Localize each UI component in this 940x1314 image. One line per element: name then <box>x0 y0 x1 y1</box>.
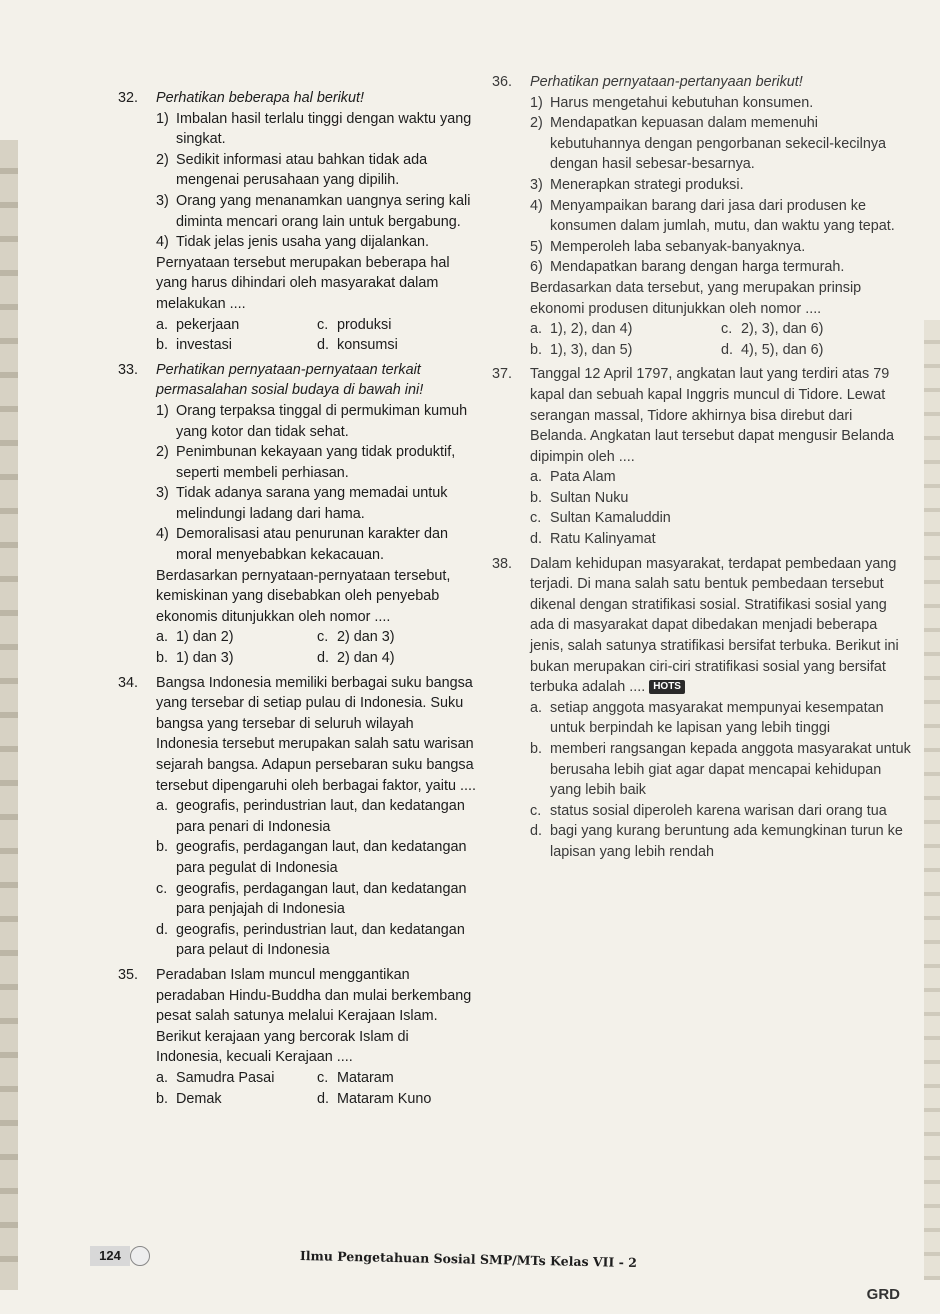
option-c[interactable]: c. produksi <box>317 316 392 333</box>
statement-list <box>156 109 478 253</box>
question-number: 37. <box>492 366 513 383</box>
option-b[interactable]: b. Demak <box>156 1090 222 1107</box>
option-a[interactable]: a. Samudra Pasai <box>156 1069 275 1086</box>
option-d[interactable]: d. konsumsi <box>317 337 398 354</box>
question-stem: Perhatikan beberapa hal berikut! <box>156 90 365 106</box>
statement-item: 6) Mendapatkan barang dengan harga termurah. <box>530 259 845 276</box>
option-c[interactable]: c. 2) dan 3) <box>317 629 395 646</box>
option-d[interactable]: d. 2) dan 4) <box>317 650 395 667</box>
question-prompt: Berdasarkan pernyataan-pernyataan tersebut, kemiskinan yang disebabkan oleh penyebab ekonomis ditunjukkan oleh nomor .... <box>156 567 451 625</box>
question-text: Peradaban Islam muncul menggantikan peradaban Hindu-Buddha dan mulai berkembang pesat salah satunya melalui Kerajaan Islam. Berikut kerajaan yang bercorak Islam di Indonesia, kecuali Kerajaan .... <box>156 966 472 1066</box>
question-34 <box>118 673 478 961</box>
statement-list <box>530 93 912 278</box>
question-text: Dalam kehidupan masyarakat, terdapat pembedaan yang terjadi. Di mana salah satu bentuk pembedaan tersebut dikenal dengan stratifikasi sosial. Stratifikasi sosial yang ada di masyarakat dapat dibedakan menjadi beberapa jenis, salah satunya stratifikasi bersifat terbuka. Berikut ini bukan merupakan ciri-ciri stratifikasi sosial yang bersifat terbuka adalah .... HOTS <box>530 555 899 696</box>
option-a[interactable]: a. pekerjaan <box>156 316 240 333</box>
question-prompt: Berdasarkan data tersebut, yang merupakan prinsip ekonomi produsen ditunjukkan oleh nomor .... <box>530 279 862 317</box>
question-stem: Perhatikan pernyataan-pernyataan terkait permasalahan sosial budaya di bawah ini! <box>156 361 424 399</box>
option-a[interactable]: a. geografis, perindustrian laut, dan kedatangan para penari di Indonesia <box>156 798 465 835</box>
question-stem: Perhatikan pernyataan-pertanyaan berikut! <box>530 74 803 90</box>
book-title: Ilmu Pengetahuan Sosial SMP/MTs Kelas VII - 2 <box>299 1248 638 1271</box>
answer-options <box>156 1068 478 1089</box>
statement-item: 1) Orang terpaksa tinggal di permukiman kumuh yang kotor dan tidak sehat. <box>156 402 468 440</box>
option-b[interactable]: b. 1) dan 3) <box>156 650 234 667</box>
left-column <box>118 72 478 1113</box>
answer-options <box>156 315 478 336</box>
option-d[interactable]: d. bagi yang kurang beruntung ada kemungkinan turun ke lapisan yang lebih rendah <box>530 823 903 860</box>
option-d[interactable]: d. geografis, perindustrian laut, dan kedatangan para pelaut di Indonesia <box>156 921 465 959</box>
statement-item: 3) Orang yang menanamkan uangnya sering kali diminta mencari orang lain untuk bergabung. <box>156 192 471 230</box>
statement-item: 2) Mendapatkan kepuasan dalam memenuhi kebutuhannya dengan pengorbanan sekecil-kecilnya dengan hasil sebesar-besarnya. <box>530 115 887 173</box>
option-a[interactable]: a. setiap anggota masyarakat mempunyai kesempatan untuk berpindah ke lapisan yang lebih tinggi <box>530 699 884 737</box>
page-number-dot-icon <box>130 1246 150 1266</box>
statement-item: 1) Imbalan hasil terlalu tinggi dengan waktu yang singkat. <box>156 110 472 148</box>
option-b[interactable]: b. memberi rangsangan kepada anggota masyarakat untuk berusaha lebih giat agar dapat mencapai kehidupan yang lebih baik <box>530 741 911 799</box>
option-c[interactable]: c. geografis, perdagangan laut, dan kedatangan para penjajah di Indonesia <box>156 880 467 918</box>
question-36 <box>492 72 912 360</box>
answer-options <box>156 627 478 648</box>
question-number: 32. <box>118 90 139 106</box>
option-c[interactable]: c. status sosial diperoleh karena warisan dari orang tua <box>530 802 887 819</box>
statement-item: 1) Harus mengetahui kebutuhan konsumen. <box>530 94 814 111</box>
question-38 <box>492 554 912 863</box>
option-d[interactable]: d. 4), 5), dan 6) <box>721 341 824 358</box>
answer-options <box>156 1089 478 1110</box>
answer-options <box>156 648 478 669</box>
answer-options <box>530 340 912 361</box>
question-text: Bangsa Indonesia memiliki berbagai suku bangsa yang tersebar di setiap pulau di Indonesia. Suku bangsa yang tersebar di seluruh wilayah Indonesia tersebut merupakan salah satu warisan sejarah bangsa. Adapun persebaran suku bangsa tersebut dipengaruhi oleh berbagai faktor, yaitu .... <box>156 674 477 794</box>
option-c[interactable]: c. 2), 3), dan 6) <box>721 321 824 338</box>
option-a[interactable]: a. 1) dan 2) <box>156 629 234 646</box>
option-a[interactable]: a. 1), 2), dan 4) <box>530 321 633 338</box>
option-d[interactable]: d. Mataram Kuno <box>317 1090 432 1107</box>
page-right-edge <box>924 320 940 1280</box>
question-number: 35. <box>118 966 139 983</box>
statement-item: 4) Tidak jelas jenis usaha yang dijalankan. <box>156 234 430 251</box>
answer-options <box>156 335 478 356</box>
question-37 <box>492 364 912 549</box>
option-c[interactable]: c. Sultan Kamaluddin <box>530 510 671 527</box>
statement-item: 3) Tidak adanya sarana yang memadai untuk melindungi ladang dari hama. <box>156 485 448 522</box>
question-number: 34. <box>118 674 139 691</box>
hots-badge: HOTS <box>649 680 685 694</box>
question-32 <box>118 88 478 356</box>
option-b[interactable]: b. geografis, perdagangan laut, dan kedatangan para pegulat di Indonesia <box>156 839 467 876</box>
question-text: Tanggal 12 April 1797, angkatan laut yang terdiri atas 79 kapal dan sebuah kapal Inggris muncul di Tidore. Lewat serangan massal, Tidore akhirnya bisa direbut dari Belanda. Angkatan laut tersebut dapat mengusir Belanda dipimpin oleh .... <box>530 366 895 465</box>
publisher-logo: GRD <box>866 1286 900 1303</box>
statement-item: 2) Penimbunan kekayaan yang tidak produktif, seperti membeli perhiasan. <box>156 444 456 481</box>
question-35 <box>118 965 478 1109</box>
statement-item: 4) Menyampaikan barang dari jasa dari produsen ke konsumen dalam jumlah, mutu, dan waktu yang tepat. <box>530 197 895 235</box>
question-number: 38. <box>492 555 513 572</box>
right-column <box>492 72 912 867</box>
option-c[interactable]: c. Mataram <box>317 1069 394 1086</box>
option-b[interactable]: b. investasi <box>156 337 232 354</box>
question-number: 33. <box>118 361 139 378</box>
question-number: 36. <box>492 74 513 90</box>
option-b[interactable]: b. Sultan Nuku <box>530 489 629 506</box>
question-33 <box>118 360 478 669</box>
option-b[interactable]: b. 1), 3), dan 5) <box>530 341 633 358</box>
statement-item: 3) Menerapkan strategi produksi. <box>530 176 744 193</box>
book-binding-edge <box>0 140 18 1290</box>
answer-options <box>530 319 912 340</box>
statement-item: 4) Demoralisasi atau penurunan karakter dan moral menyebabkan kekacauan. <box>156 526 448 564</box>
statement-item: 2) Sedikit informasi atau bahkan tidak ada mengenai perusahaan yang dipilih. <box>156 151 428 189</box>
statement-item: 5) Memperoleh laba sebanyak-banyaknya. <box>530 238 806 255</box>
page-footer <box>90 1246 910 1306</box>
option-a[interactable]: a. Pata Alam <box>530 469 616 486</box>
option-d[interactable]: d. Ratu Kalinyamat <box>530 531 656 548</box>
page-number: 124 <box>90 1246 130 1266</box>
question-prompt: Pernyataan tersebut merupakan beberapa hal yang harus dihindari oleh masyarakat dalam melakukan .... <box>156 254 450 312</box>
statement-list <box>156 401 478 566</box>
